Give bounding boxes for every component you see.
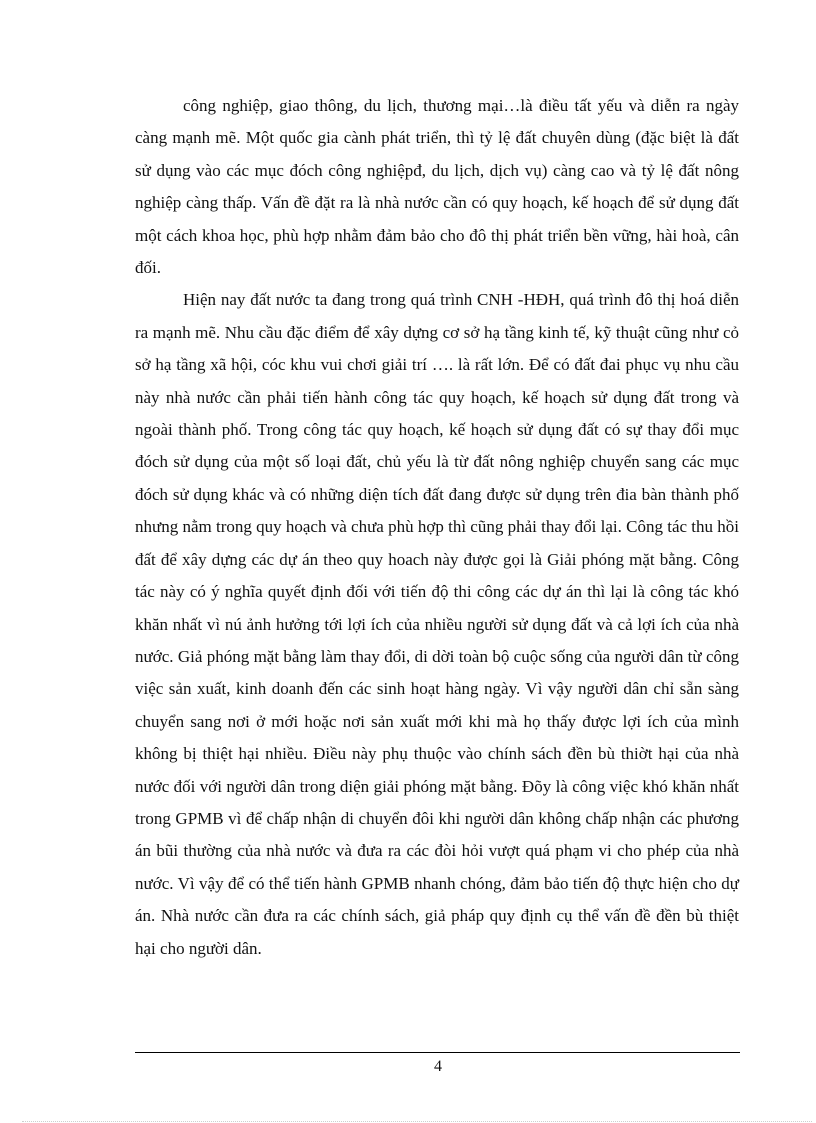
footer-rule (135, 1052, 740, 1053)
paragraph-1: công nghiệp, giao thông, du lịch, thương mại…là điều tất yếu và diễn ra ngày càng mạnh mẽ. Một quốc gia cành phát triển, thì tỷ lệ đất chuyên dùng (đặc biệt là đất sử dụng vào các mục đóch công nghiệpđ, du lịch, dịch vụ) càng cao và tỷ lệ đất nông nghiệp càng thấp. Vấn đề đặt ra là nhà nước cần có quy hoạch, kế hoạch để sử dụng đất một cách khoa học, phù hợp nhằm đảm bảo cho đô thị phát triển bền vững, hài hoà, cân đối. (135, 96, 739, 278)
page-number: 4 (434, 1058, 442, 1075)
page-bottom-border (22, 1121, 812, 1122)
paragraph-2: Hiện nay đất nước ta đang trong quá trình CNH -HĐH, quá trình đô thị hoá diễn ra mạnh mẽ. Nhu cầu đặc điểm để xây dựng cơ sở hạ tầng kinh tế, kỹ thuật cũng như cỏ sở hạ tầng xã hội, cóc khu vui chơi giải trí …. là rất lớn. Để có đất đai phục vụ nhu cầu này nhà nước cần phải tiến hành công tác quy hoạch, kế hoạch sử dụng đất trong và ngoài thành phố. Trong công tác quy hoạch, kế hoạch sử dụng đất có sự thay đổi mục đóch sử dụng của một số loại đất, chủ yếu là từ đất nông nghiệp chuyển sang các mục đóch sử dụng khác và có những diện tích đất đang được sử dụng trên đia bàn thành phố nhưng nằm trong quy hoạch và chưa phù hợp thì cũng phải thay đổi lại. Công tác thu hồi đất để xây dựng các dự án theo quy hoach này được gọi là Giải phóng mặt bằng. Công tác này có ý nghĩa quyết định đối với tiến độ thi công các dự án thì lại là công tác khó khăn nhất vì nú ảnh hưởng tới lợi ích của nhiều người sử dụng đất và cả lợi ích của nhà nước. Giả phóng mặt bằng làm thay đổi, di dời toàn bộ cuộc sống của người dân từ công việc sản xuất, kinh doanh đến các sinh hoạt hàng ngày. Vì vậy người dân chỉ sẵn sàng chuyển sang nơi ở mới hoặc nơi sản xuất mới khi mà họ thấy được lợi ích của mình không bị thiệt hại nhiều. Điều này phụ thuộc vào chính sách đền bù thiờt hại của nhà nước đối với người dân trong diện giải phóng mặt bằng. Đõy là công việc khó khăn nhất trong GPMB vì để chấp nhận di chuyển đôi khi người dân không chấp nhận các phương án bũi thường của nhà nước và đưa ra các đòi hỏi vượt quá phạm vi cho phép của nhà nước. Vì vậy để có thể tiến hành GPMB nhanh chóng, đảm bảo tiến độ thực hiện cho dự án. Nhà nước cần đưa ra các chính sách, giả pháp quy định cụ thể vấn đề đền bù thiệt hại cho người dân. (135, 290, 739, 958)
body-text (135, 90, 739, 965)
